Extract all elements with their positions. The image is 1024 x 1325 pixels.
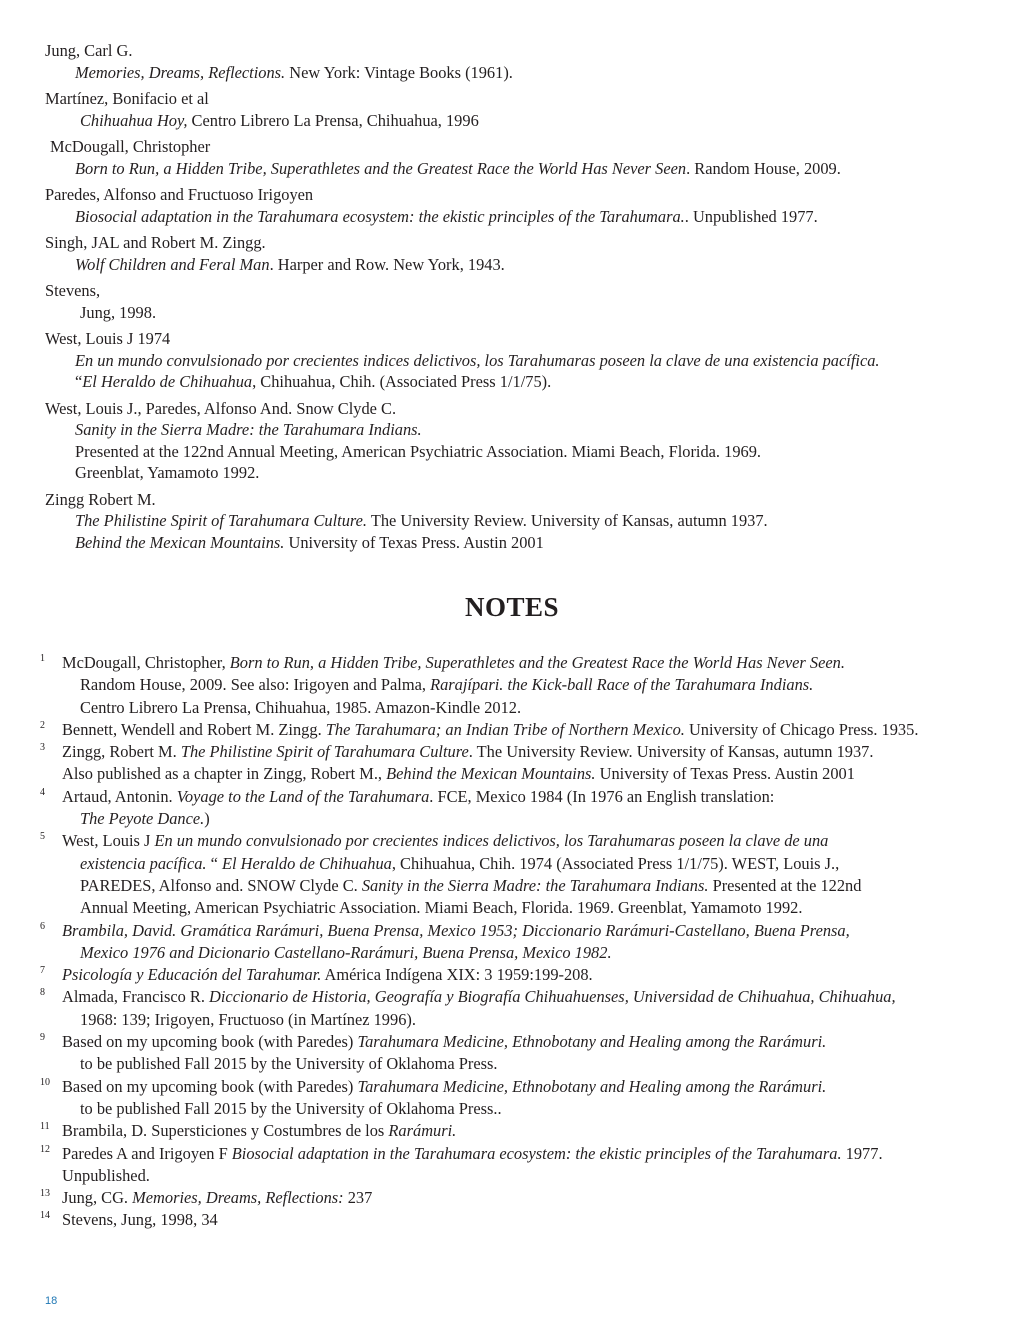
note-11 [40, 1120, 1000, 1142]
bib-author: McDougall, Christopher [50, 137, 211, 156]
bib-title: Biosocial adaptation in the Tarahumara ecosystem: the ekistic principles of the Tarahumara. [75, 206, 685, 226]
note-title: existencia pacífica. [80, 853, 207, 873]
note-text: University of Chicago Press. 1935. [684, 719, 919, 739]
note-text: to be published Fall 2015 by the University of Oklahoma Press. [80, 1054, 498, 1074]
note-number: 9 [40, 1032, 45, 1044]
note-text: “ [206, 853, 223, 873]
bib-source-title: El Heraldo de Chihuahua [82, 372, 253, 391]
note-text: Based on my upcoming book (with Paredes) [62, 1032, 358, 1052]
notes-list [40, 652, 1000, 1232]
note-text: Artaud, Antonin. [62, 786, 177, 806]
note-number: 4 [40, 786, 45, 798]
note-text: Presented at the 122nd [708, 875, 862, 895]
note-text: Brambila, D. Supersticiones y Costumbres de los [62, 1121, 389, 1141]
bib-entry-west-paredes-snow [45, 398, 995, 484]
bib-author: West, Louis J., Paredes, Alfonso And. Snow Clyde C. [45, 398, 397, 418]
note-number: 13 [40, 1188, 50, 1200]
bib-details: Presented at the 122nd Annual Meeting, American Psychiatric Association. Miami Beach, Florida. 1969. [75, 441, 761, 461]
note-text: Almada, Francisco R. [62, 987, 210, 1007]
note-text: Unpublished. [62, 1165, 150, 1185]
note-text: Stevens, Jung, 1998, 34 [62, 1210, 218, 1230]
bib-entry-martinez [45, 88, 995, 131]
note-13 [40, 1187, 1000, 1209]
note-title: The Philistine Spirit of Tarahumara Culture [180, 742, 469, 762]
note-text: PAREDES, Alfonso and. SNOW Clyde C. [80, 875, 362, 895]
bib-details: . Random House, 2009. [686, 158, 841, 178]
note-text: University of Texas Press. Austin 2001 [595, 764, 855, 784]
note-text: McDougall, Christopher, [62, 653, 230, 672]
note-title: Brambila, David. Gramática Rarámuri, Buena Prensa, Mexico 1953; Diccionario Rarámuri-Castellano, Buena Prensa, [62, 920, 850, 940]
note-number: 10 [40, 1076, 50, 1088]
bib-title: Wolf Children and Feral Man [75, 254, 270, 274]
bib-title: En un mundo convulsionado por crecientes indices delictivos, los Tarahumaras poseen la clave de una existencia pacífica. [75, 350, 880, 370]
note-number: 7 [40, 965, 45, 977]
bib-title: The Philistine Spirit of Tarahumara Culture. [75, 511, 368, 530]
bib-details: Centro Librero La Prensa, Chihuahua, 1996 [187, 110, 479, 130]
bib-citation [45, 158, 995, 180]
bib-citation [45, 62, 995, 84]
bib-author: Jung, Carl G. [45, 41, 133, 60]
bib-author: Paredes, Alfonso and Fructuoso Irigoyen [45, 185, 314, 204]
bib-details: Greenblat, Yamamoto 1992. [75, 463, 260, 482]
note-2 [40, 719, 1000, 741]
note-title: Voyage to the Land of the Tarahumara [176, 786, 430, 806]
note-title: Born to Run, a Hidden Tribe, Superathletes and the Greatest Race the World Has Never Seen. [229, 653, 845, 672]
bib-citation-source [45, 371, 995, 393]
bib-entry-zingg [45, 489, 995, 554]
note-number: 6 [40, 920, 45, 932]
bib-title: Behind the Mexican Mountains. [75, 532, 285, 552]
bib-citation [45, 254, 995, 276]
note-title: En un mundo convulsionado por crecientes indices delictivos, los Tarahumaras poseen la clave de una [154, 831, 829, 851]
note-title: The Tarahumara; an Indian Tribe of Northern Mexico. [325, 719, 685, 739]
bib-title: Born to Run, a Hidden Tribe, Superathletes and the Greatest Race the World Has Never Seen [75, 158, 687, 178]
note-8 [40, 986, 1000, 1031]
note-text: 1968: 139; Irigoyen, Fructuoso (in Martínez 1996). [80, 1009, 416, 1029]
note-number: 11 [40, 1121, 50, 1133]
note-title: The Peyote Dance. [80, 809, 205, 829]
bib-author: Zingg Robert M. [45, 489, 156, 509]
bib-citation [45, 110, 995, 132]
note-text: 237 [343, 1188, 373, 1208]
note-9 [40, 1031, 1000, 1076]
note-title: Sanity in the Sierra Madre: the Tarahumara Indians. [361, 875, 709, 895]
bib-citation [45, 532, 995, 554]
bib-details: . Harper and Row. New York, 1943. [269, 254, 505, 274]
note-title: El Heraldo de Chihuahua [222, 853, 392, 873]
note-5 [40, 830, 1000, 919]
note-text: . FCE, Mexico 1984 (In 1976 an English translation: [429, 786, 775, 806]
bib-author: Martínez, Bonifacio et al [45, 89, 209, 108]
bib-citation [45, 510, 995, 532]
bib-details: , Chihuahua, Chih. (Associated Press 1/1/75). [252, 372, 552, 391]
note-text: 1977. [841, 1143, 883, 1163]
bib-citation [45, 419, 995, 441]
bib-title: Chihuahua Hoy, [80, 110, 188, 130]
bib-entry-mcdougall [45, 136, 995, 179]
bib-entry-stevens [45, 280, 995, 323]
bib-details: . Unpublished 1977. [684, 206, 818, 226]
note-text: Based on my upcoming book (with Paredes) [62, 1076, 358, 1096]
note-number: 3 [40, 742, 45, 754]
bib-entry-paredes [45, 184, 995, 227]
bib-citation [45, 206, 995, 228]
note-number: 12 [40, 1143, 50, 1155]
bib-citation [45, 350, 995, 372]
bib-entry-singh [45, 232, 995, 275]
note-number: 8 [40, 987, 45, 999]
bib-title: Sanity in the Sierra Madre: the Tarahumara Indians. [75, 420, 422, 439]
note-number: 1 [40, 653, 45, 664]
note-text: West, Louis J [62, 831, 155, 851]
note-text: , Chihuahua, Chih. 1974 (Associated Press 1/1/75). WEST, Louis J., [391, 853, 840, 873]
bib-author: Stevens, [45, 281, 101, 300]
note-title: Rarámuri. [388, 1121, 457, 1141]
note-text: Annual Meeting, American Psychiatric Association. Miami Beach, Florida. 1969. Greenblat, Yamamoto 1992. [80, 898, 803, 918]
note-number: 5 [40, 831, 45, 843]
note-number: 2 [40, 719, 45, 731]
note-text: Paredes A and Irigoyen F [62, 1143, 232, 1163]
note-14 [40, 1209, 1000, 1231]
note-12 [40, 1143, 1000, 1188]
note-text: Random House, 2009. See also: Irigoyen and Palma, [80, 675, 431, 695]
note-10 [40, 1076, 1000, 1121]
note-text: Also published as a chapter in Zingg, Robert M., [62, 764, 387, 784]
bib-citation: Jung, 1998. [80, 302, 157, 322]
notes-heading: NOTES [464, 592, 560, 622]
note-number: 14 [40, 1210, 50, 1222]
note-text: Centro Librero La Prensa, Chihuahua, 1985. Amazon-Kindle 2012. [80, 697, 522, 717]
note-text: ) [204, 809, 210, 829]
note-title: Behind the Mexican Mountains. [386, 764, 596, 784]
quote-mark: “ [75, 372, 83, 391]
bib-entry-jung [45, 40, 995, 83]
note-text: Zingg, Robert M. [62, 742, 181, 762]
note-1 [40, 652, 1000, 719]
note-text: . The University Review. University of Kansas, autumn 1937. [468, 742, 874, 762]
note-3 [40, 741, 1000, 786]
bib-author: West, Louis J 1974 [45, 329, 171, 348]
bib-details: The University Review. University of Kansas, autumn 1937. [367, 511, 768, 530]
bib-title: Memories, Dreams, Reflections. [75, 62, 286, 82]
note-text: Jung, CG. [62, 1188, 133, 1208]
note-title: Rarajípari. the Kick-ball Race of the Tarahumara Indians. [430, 675, 814, 695]
bib-details: New York: Vintage Books (1961). [285, 62, 513, 82]
note-title: Tarahumara Medicine, Ethnobotany and Healing among the Rarámuri. [357, 1076, 827, 1096]
page-number: 18 [45, 1295, 58, 1307]
note-title: Mexico 1976 and Dicionario Castellano-Rarámuri, Buena Prensa, Mexico 1982. [80, 942, 612, 962]
note-6 [40, 920, 1000, 965]
note-title: Memories, Dreams, Reflections: [132, 1188, 344, 1208]
note-title: Tarahumara Medicine, Ethnobotany and Healing among the Rarámuri. [357, 1032, 827, 1052]
note-text: Bennett, Wendell and Robert M. Zingg. [62, 719, 326, 739]
note-text: to be published Fall 2015 by the University of Oklahoma Press.. [80, 1098, 502, 1118]
note-7 [40, 964, 1000, 986]
note-title: Biosocial adaptation in the Tarahumara ecosystem: the ekistic principles of the Tarahumara. [231, 1143, 842, 1163]
bib-author: Singh, JAL and Robert M. Zingg. [45, 233, 266, 252]
note-title: Diccionario de Historia, Geografía y Biografía Chihuahuenses, Universidad de Chihuahua, Chihuahua, [209, 987, 896, 1007]
note-title: Psicología y Educación del Tarahumar. [62, 965, 322, 985]
bib-details: University of Texas Press. Austin 2001 [284, 532, 544, 552]
bibliography [45, 40, 995, 558]
note-text: América Indígena XIX: 3 1959:199-208. [321, 965, 593, 985]
note-4 [40, 786, 1000, 831]
bib-entry-west-1974 [45, 328, 995, 393]
